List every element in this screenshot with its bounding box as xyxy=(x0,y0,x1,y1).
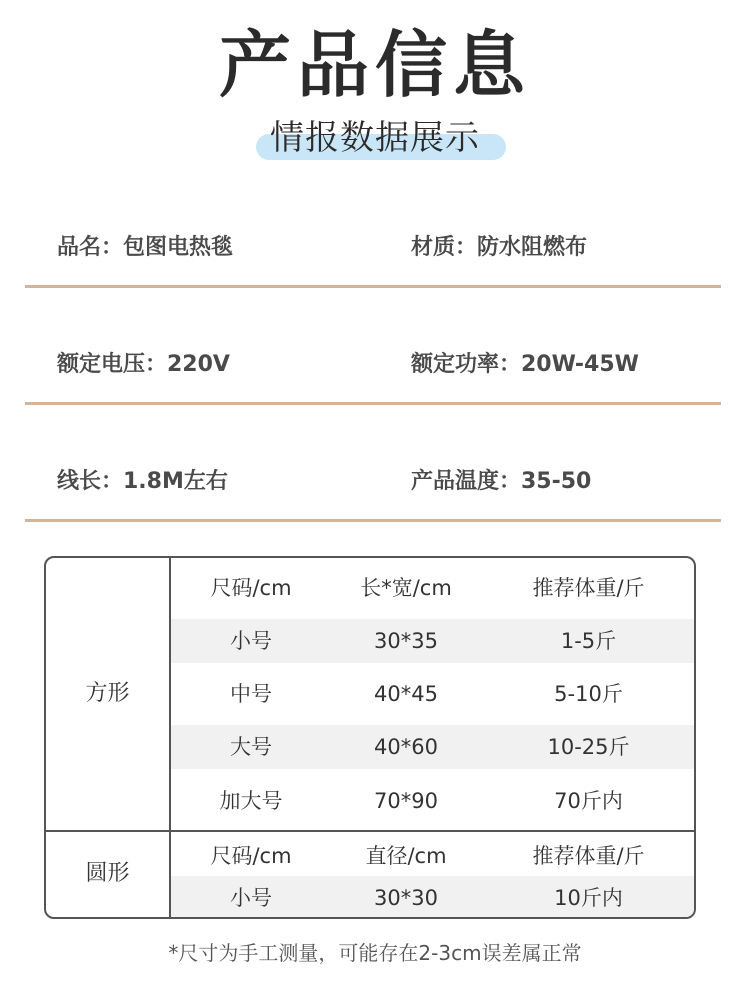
header-cell: 推荐体重/斤 xyxy=(532,576,645,600)
page-subtitle: 情报数据展示 xyxy=(270,118,480,158)
table-cell: 大号 xyxy=(230,735,272,759)
divider-line xyxy=(25,402,721,405)
table-row xyxy=(171,672,696,716)
header-cell: 推荐体重/斤 xyxy=(532,844,645,868)
table-cell: 1-5斤 xyxy=(560,629,617,653)
header-cell: 长*宽/cm xyxy=(360,576,452,600)
table-row xyxy=(171,779,696,823)
table-group-divider xyxy=(46,830,694,832)
measurement-note: *尺寸为手工测量，可能存在2-3cm误差属正常 xyxy=(168,941,582,965)
subtitle-block xyxy=(0,112,750,168)
product-name: 品名：包图电热毯 xyxy=(57,235,234,260)
cable-length: 线长：1.8M左右 xyxy=(57,469,228,494)
divider-line xyxy=(25,285,721,288)
table-cell: 5-10斤 xyxy=(554,682,623,706)
table-cell: 10-25斤 xyxy=(547,735,630,759)
size-table xyxy=(44,556,696,919)
info-row xyxy=(25,228,721,288)
table-cell: 40*45 xyxy=(374,682,438,706)
table-cell: 中号 xyxy=(230,682,272,706)
table-row xyxy=(171,725,696,769)
rated-voltage: 额定电压：220V xyxy=(57,352,230,377)
product-material: 材质：防水阻燃布 xyxy=(411,235,588,260)
header-cell: 直径/cm xyxy=(365,844,447,868)
table-cell: 加大号 xyxy=(219,789,283,813)
header-cell: 尺码/cm xyxy=(210,844,292,868)
table-cell: 40*60 xyxy=(374,735,438,759)
table-cell: 70斤内 xyxy=(554,789,623,813)
info-row xyxy=(25,462,721,522)
header-cell: 尺码/cm xyxy=(210,576,292,600)
table-header-row xyxy=(171,566,696,610)
group-label-square: 方形 xyxy=(85,681,130,706)
table-cell: 10斤内 xyxy=(554,886,623,910)
table-row xyxy=(171,876,696,919)
table-cell: 小号 xyxy=(230,886,272,910)
table-cell: 70*90 xyxy=(374,789,438,813)
page-title: 产品信息 xyxy=(218,23,531,107)
table-cell: 30*35 xyxy=(374,629,438,653)
product-temperature: 产品温度：35-50 xyxy=(411,469,592,494)
table-header-row xyxy=(171,834,696,878)
table-cell: 小号 xyxy=(230,629,272,653)
table-row xyxy=(171,619,696,663)
rated-power: 额定功率：20W-45W xyxy=(411,352,639,377)
info-row xyxy=(25,345,721,405)
group-label-round: 圆形 xyxy=(85,861,130,886)
table-cell: 30*30 xyxy=(374,886,438,910)
divider-line xyxy=(25,519,721,522)
